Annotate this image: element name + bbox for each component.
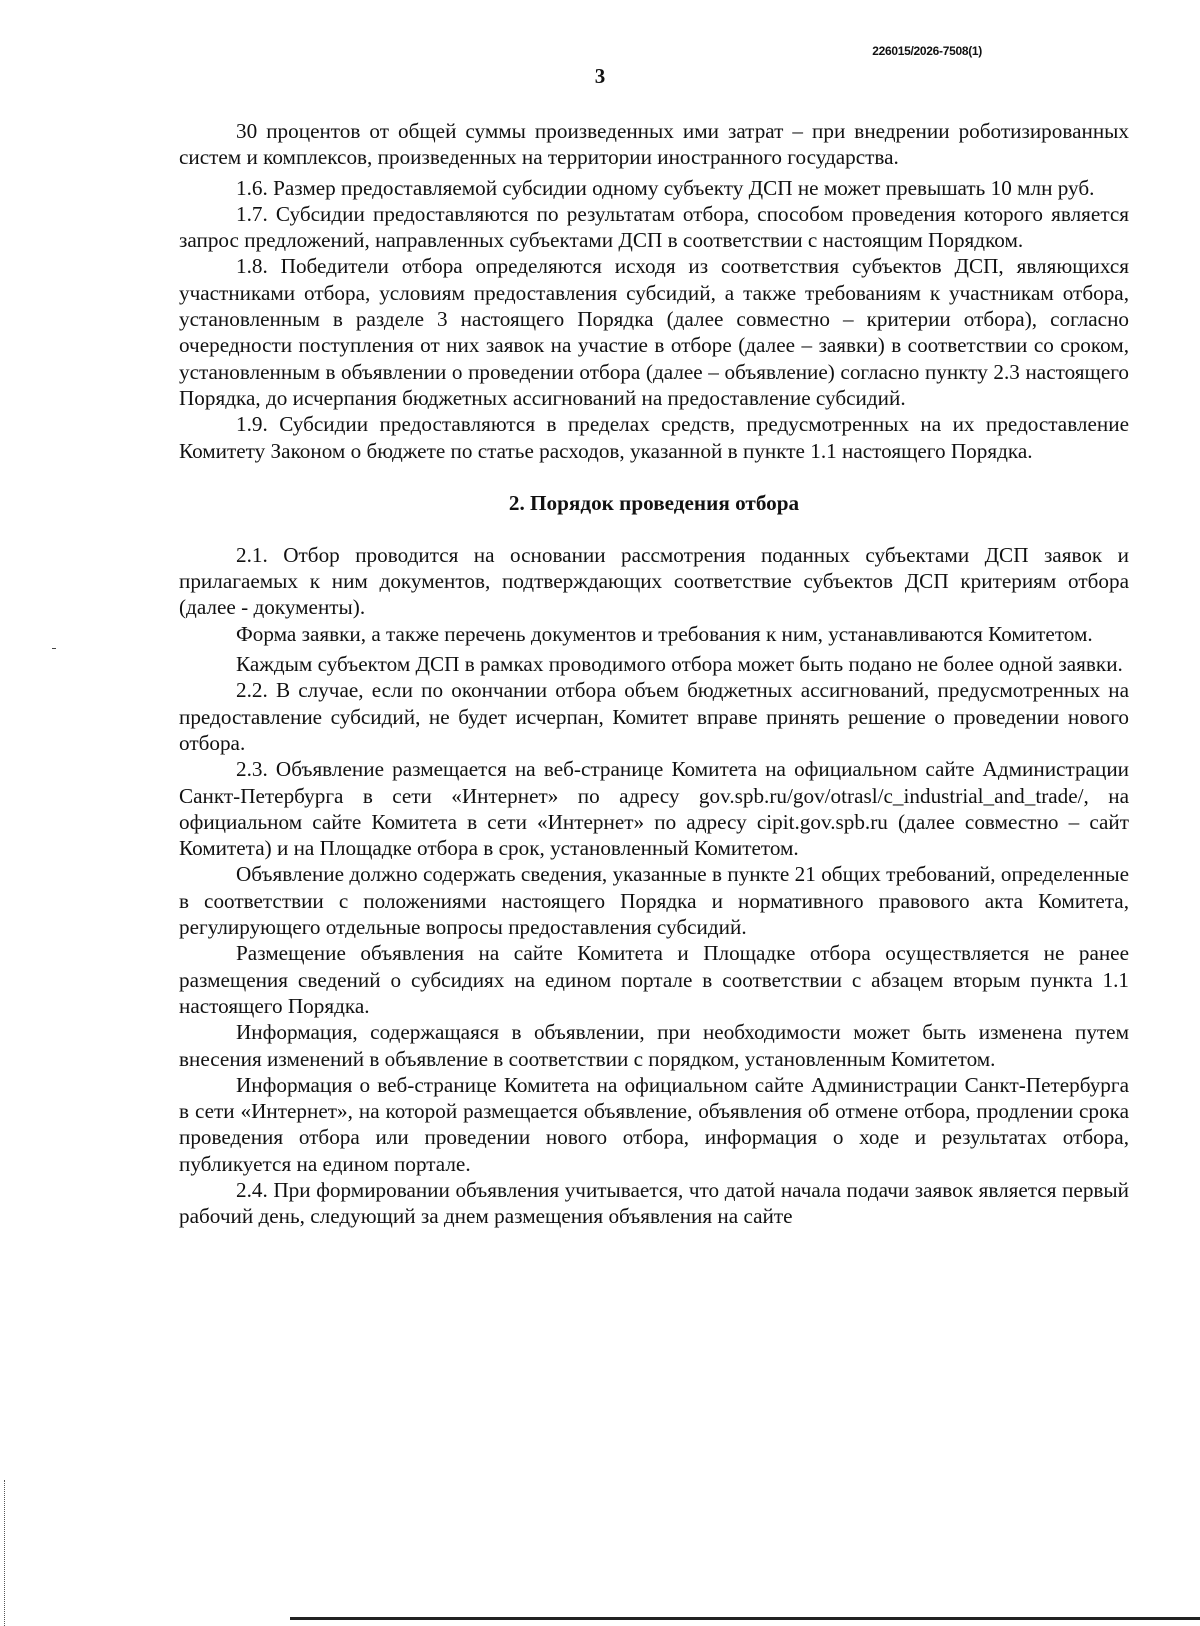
- document-registration-number: 226015/2026-7508(1): [872, 44, 982, 58]
- paragraph-1-5-continuation: 30 процентов от общей суммы произведенных ими затрат – при внедрении роботизированных систем и комплексов, произведенных на территории иностранного государства.: [179, 119, 1129, 170]
- section-2-heading: 2. Порядок проведения отбора: [508, 490, 800, 515]
- scan-artifact-mark: [52, 648, 56, 649]
- paragraph-2-3-info: Информация, содержащаяся в объявлении, при необходимости может быть изменена путем внесения изменений в объявление в соответствии с порядком, установленным Комитетом.: [179, 1020, 1129, 1071]
- paragraph-2-3: 2.3. Объявление размещается на веб-странице Комитета на официальном сайте Администрации Санкт-Петербурга в сети «Интернет» по адресу gov.spb.ru/gov/otrasl/c_industrial_and_trade/, на официальном сайте Комитета в сети «Интернет» по адресу cipit.gov.spb.ru (далее совместно – сайт Комитета) и на Площадке отбора в срок, установленный Комитетом.: [179, 757, 1129, 861]
- paragraph-1-7: 1.7. Субсидии предоставляются по результатам отбора, способом проведения которого является запрос предложений, направленных субъектами ДСП в соответствии с настоящим Порядком.: [179, 201, 1129, 253]
- paragraph-2-2: 2.2. В случае, если по окончании отбора объем бюджетных ассигнований, предусмотренных на предоставление субсидий, не будет исчерпан, Комитет вправе принять решение о проведении нового отбора.: [179, 678, 1129, 755]
- paragraph-2-4: 2.4. При формировании объявления учитывается, что датой начала подачи заявок является первый рабочий день, следующий за днем размещения объявления на сайте: [179, 1177, 1129, 1229]
- paragraph-1-6: 1.6. Размер предоставляемой субсидии одному субъекту ДСП не может превышать 10 млн руб.: [236, 175, 1095, 200]
- document-body: [179, 118, 1129, 1230]
- paragraph-2-3-web: Информация о веб-странице Комитета на официальном сайте Администрации Санкт-Петербурга в сети «Интернет», на которой размещается объявление, объявления об отмене отбора, продлении срока проведения отбора или проведении нового отбора, информация о ходе и результатах отбора, публикуется на едином портале.: [179, 1072, 1129, 1176]
- page-number: 3: [594, 64, 606, 88]
- paragraph-2-1-each: Каждым субъектом ДСП в рамках проводимого отбора может быть подано не более одной заявки.: [236, 652, 1123, 677]
- paragraph-2-3-placement: Размещение объявления на сайте Комитета и Площадке отбора осуществляется не ранее размещения сведений о субсидиях на едином портале в соответствии с абзацем вторым пункта 1.1 настоящего Порядка.: [179, 941, 1129, 1018]
- paragraph-1-8: 1.8. Победители отбора определяются исходя из соответствия субъектов ДСП, являющихся участниками отбора, условиям предоставления субсидий, а также требованиям к участникам отбора, установленным в разделе 3 настоящего Порядка (далее совместно – критерии отбора), согласно очередности поступления от них заявок на участие в отборе (далее – заявки) в соответствии со сроком, установленным в объявлении о проведении отбора (далее – объявление) согласно пункту 2.3 настоящего Порядка, до исчерпания бюджетных ассигнований на предоставление субсидий.: [179, 254, 1129, 410]
- paragraph-1-9: 1.9. Субсидии предоставляются в пределах средств, предусмотренных на их предоставление Комитету Законом о бюджете по статье расходов, указанной в пункте 1.1 настоящего Порядка.: [179, 412, 1129, 463]
- scan-bottom-edge: [290, 1617, 1200, 1620]
- paragraph-2-1: 2.1. Отбор проводится на основании рассмотрения поданных субъектами ДСП заявок и прилагаемых к ним документов, подтверждающих соответствие субъектов ДСП критериям отбора (далее - документы).: [179, 542, 1129, 620]
- paragraph-2-3-content: Объявление должно содержать сведения, указанные в пункте 21 общих требований, определенные в соответствии с положениями настоящего Порядка и нормативного правового акта Комитета, регулирующего отдельные вопросы предоставления субсидий.: [179, 862, 1129, 940]
- paragraph-2-1-form: Форма заявки, а также перечень документов и требования к ним, устанавливаются Комитетом.: [236, 621, 1093, 646]
- scan-left-edge: [4, 1480, 6, 1626]
